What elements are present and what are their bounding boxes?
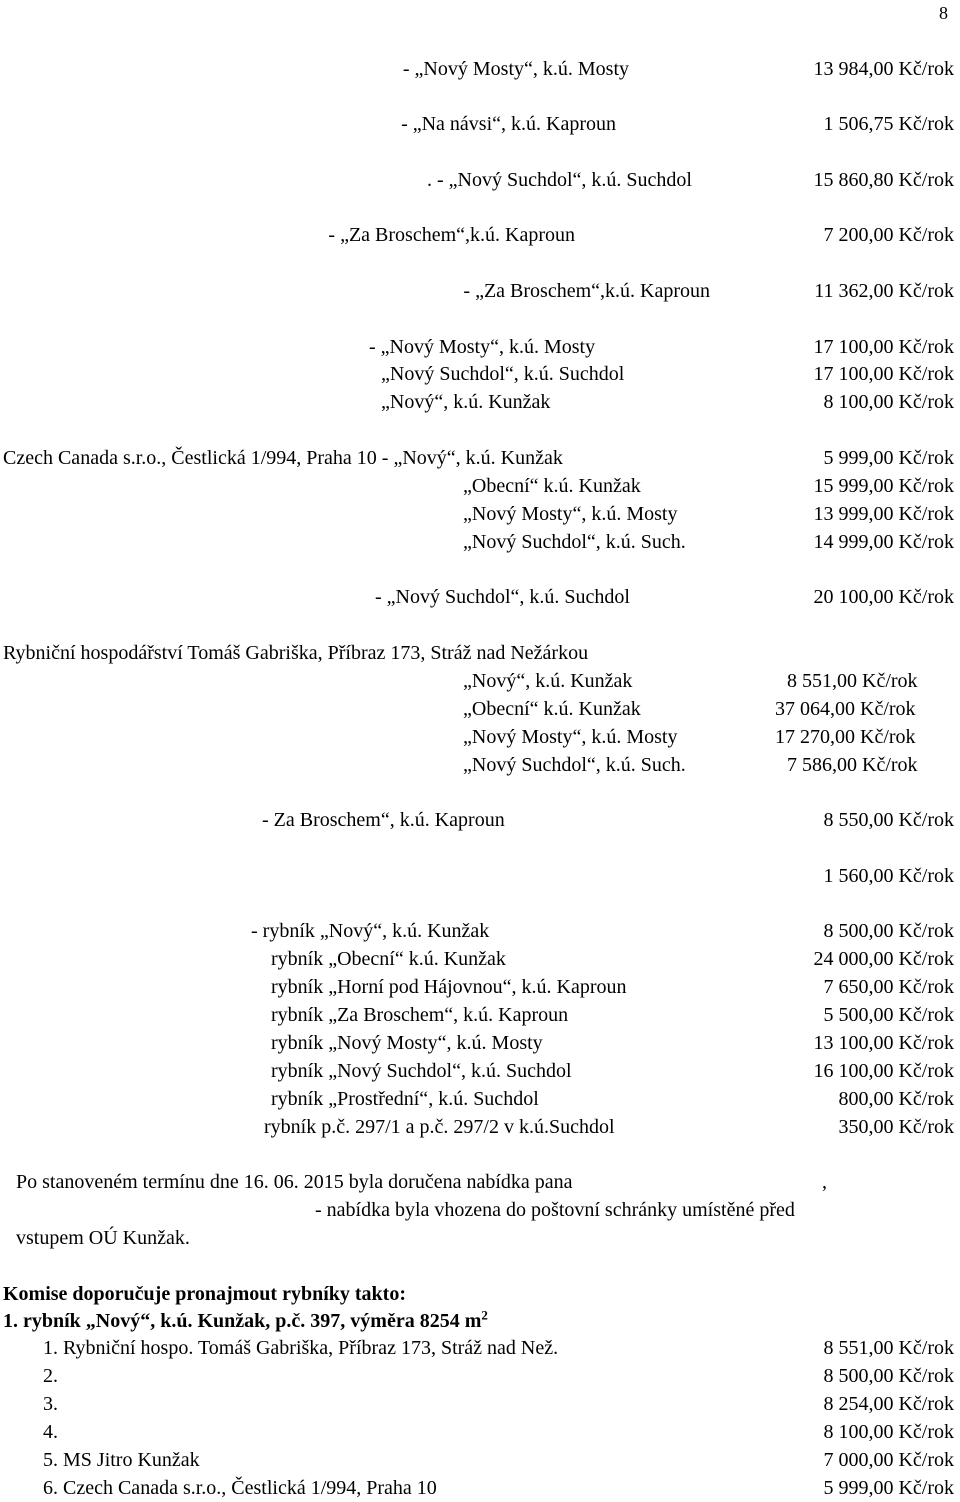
offer-label: 5. MS Jitro Kunžak [43,1449,200,1471]
row-label: - „Nový Mosty“, k.ú. Mosty [369,336,596,358]
row-amount: 17 100,00 Kč/rok [813,363,954,385]
row-amount: 7 650,00 Kč/rok [823,976,954,998]
row-amount: 37 064,00 Kč/rok [775,698,916,720]
row-label: rybník „Nový Mosty“, k.ú. Mosty [271,1032,543,1054]
row-amount: 7 586,00 Kč/rok [787,754,918,776]
row-label: - „Nový Suchdol“, k.ú. Suchdol [375,586,630,608]
offer-label: 1. Rybniční hospo. Tomáš Gabriška, Příbraz 173, Stráž nad Než. [43,1337,559,1359]
commission-item-title [3,1309,488,1333]
offer-label: 3. [43,1393,58,1415]
row-amount: 24 000,00 Kč/rok [813,948,954,970]
row-label: - Za Broschem“, k.ú. Kaproun [262,809,505,831]
row-amount: 16 100,00 Kč/rok [813,1060,954,1082]
row-label: „Nový“, k.ú. Kunžak [381,391,551,413]
row-label: - „Na návsi“, k.ú. Kaproun [401,113,616,135]
row-label: „Obecní“ k.ú. Kunžak [463,475,641,497]
row-amount: 17 100,00 Kč/rok [813,336,954,358]
offer-amount: 8 551,00 Kč/rok [823,1337,954,1359]
paragraph-line: vstupem OÚ Kunžak. [16,1227,190,1249]
row-amount: 13 999,00 Kč/rok [813,503,954,525]
paragraph-line: Po stanoveném termínu dne 16. 06. 2015 byla doručena nabídka pana [16,1171,573,1193]
offer-amount: 5 999,00 Kč/rok [823,1477,954,1499]
row-amount: 15 860,80 Kč/rok [813,169,954,191]
row-label: rybník „Nový Suchdol“, k.ú. Suchdol [271,1060,572,1082]
row-label: rybník „Za Broschem“, k.ú. Kaproun [271,1004,569,1026]
paragraph-comma: , [822,1171,827,1193]
offer-amount: 8 100,00 Kč/rok [823,1421,954,1443]
row-amount: 14 999,00 Kč/rok [813,531,954,553]
row-amount: 20 100,00 Kč/rok [813,586,954,608]
paragraph-line: - nabídka byla vhozena do poštovní schránky umístěné před [315,1199,795,1221]
row-label: „Nový Suchdol“, k.ú. Such. [463,754,686,776]
row-label: „Nový Mosty“, k.ú. Mosty [463,726,678,748]
item-title-superscript: 2 [481,1307,488,1323]
offer-amount: 7 000,00 Kč/rok [823,1449,954,1471]
row-label: - „Nový Mosty“, k.ú. Mosty [402,58,629,80]
row-label: - „Za Broschem“,k.ú. Kaproun [463,280,710,302]
row-label: rybník p.č. 297/1 a p.č. 297/2 v k.ú.Suchdol [264,1116,615,1138]
row-amount: 5 999,00 Kč/rok [823,447,954,469]
commission-heading: Komise doporučuje pronajmout rybníky takto: [3,1283,406,1305]
offer-label: 4. [43,1421,58,1443]
row-label: rybník „Obecní“ k.ú. Kunžak [271,948,506,970]
row-label: rybník „Horní pod Hájovnou“, k.ú. Kaproun [271,976,627,998]
row-amount: 8 500,00 Kč/rok [823,920,954,942]
row-amount: 1 506,75 Kč/rok [823,113,954,135]
row-label: „Nový Mosty“, k.ú. Mosty [463,503,678,525]
row-label: - „Za Broschem“,k.ú. Kaproun [328,224,575,246]
row-amount: 1 560,00 Kč/rok [823,865,954,887]
page-number: 8 [939,3,948,23]
row-label: „Nový Suchdol“, k.ú. Suchdol [381,363,625,385]
section-heading: Rybniční hospodářství Tomáš Gabriška, Příbraz 173, Stráž nad Nežárkou [3,642,589,664]
row-label: Czech Canada s.r.o., Čestlická 1/994, Praha 10 - „Nový“, k.ú. Kunžak [3,447,563,469]
row-label: . - „Nový Suchdol“, k.ú. Suchdol [427,169,692,191]
row-label: „Nový“, k.ú. Kunžak [463,670,633,692]
row-amount: 8 551,00 Kč/rok [787,670,918,692]
row-amount: 17 270,00 Kč/rok [775,726,916,748]
offer-label: 6. Czech Canada s.r.o., Čestlická 1/994, Praha 10 [43,1477,437,1499]
row-amount: 5 500,00 Kč/rok [823,1004,954,1026]
item-title-text: 1. rybník „Nový“, k.ú. Kunžak, p.č. 397, výměra 8254 m [3,1310,482,1332]
row-amount: 15 999,00 Kč/rok [813,475,954,497]
row-amount: 13 100,00 Kč/rok [813,1032,954,1054]
offer-amount: 8 500,00 Kč/rok [823,1365,954,1387]
row-label: rybník „Prostřední“, k.ú. Suchdol [271,1088,539,1110]
offer-label: 2. [43,1365,58,1387]
row-amount: 11 362,00 Kč/rok [814,280,954,302]
row-amount: 7 200,00 Kč/rok [823,224,954,246]
row-amount: 350,00 Kč/rok [838,1116,954,1138]
row-amount: 800,00 Kč/rok [838,1088,954,1110]
row-amount: 13 984,00 Kč/rok [813,58,954,80]
row-label: „Nový Suchdol“, k.ú. Such. [463,531,686,553]
row-label: - rybník „Nový“, k.ú. Kunžak [251,920,490,942]
offer-amount: 8 254,00 Kč/rok [823,1393,954,1415]
row-label: „Obecní“ k.ú. Kunžak [463,698,641,720]
row-amount: 8 550,00 Kč/rok [823,809,954,831]
row-amount: 8 100,00 Kč/rok [823,391,954,413]
